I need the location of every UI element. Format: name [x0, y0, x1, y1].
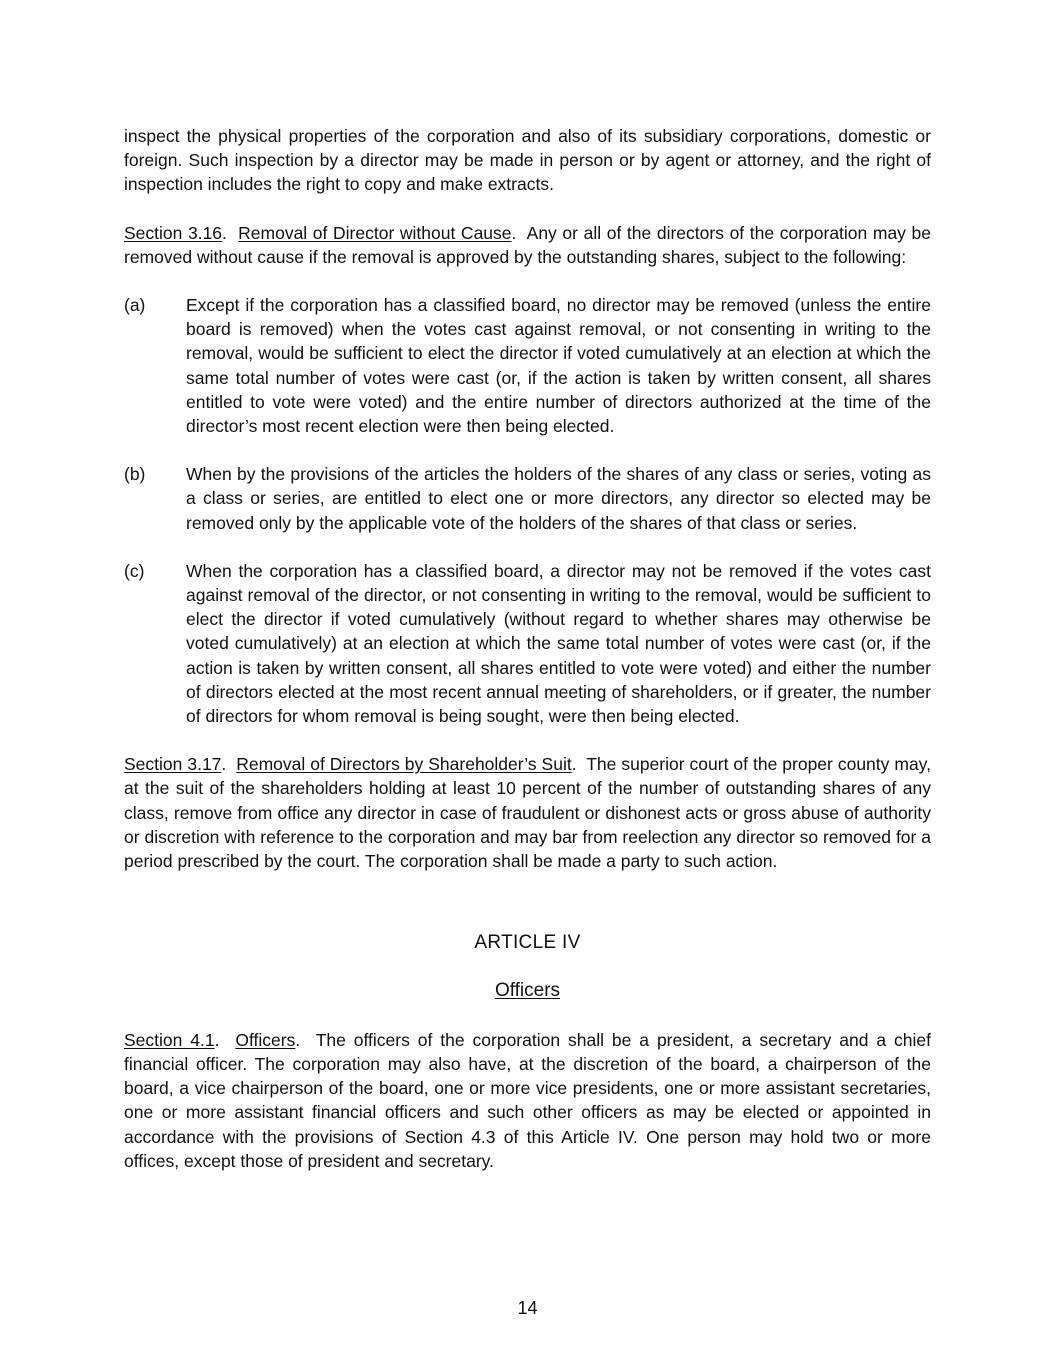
section-3-16-paragraph: Section 3.16. Removal of Director without Cause. Any or all of the directors of the corporation may be removed without cause if the removal is approved by the outstanding shares, subject to the following:: [124, 222, 932, 267]
article-subheading: [124, 979, 931, 1003]
section-4-1-text: The officers of the corporation shall be a president, a secretary and a chief financial officer. The corporation may also have, at the discretion of the board, a chairperson of the board, a vice chairperson of the board, one or more vice presidents, one or more assistant secretaries, one or more assistant financial officers and such other officers as may be elected or appointed in accordance with the provisions of Section 4.3 of this Article IV. One person may hold two or more offices, except those of president and secretary.: [124, 1029, 931, 1171]
list-item-label: (a): [124, 295, 146, 316]
continuation-paragraph: inspect the physical properties of the corporation and also of its subsidiary corporations, domestic or foreign. Such inspection by a director may be made in person or by agent or attorney, and the right of inspection includes the right to copy and make extracts.: [124, 126, 931, 195]
list-item-text: When by the provisions of the articles the holders of the shares of any class or series, voting as a class or series, are entitled to elect one or more directors, any director so elected may be removed only by the applicable vote of the holders of the shares of that class or series.: [186, 464, 931, 533]
section-3-17-number: Section 3.17: [124, 754, 222, 775]
section-3-17-title: Removal of Directors by Shareholder’s Suit: [236, 754, 572, 775]
list-item-text: Except if the corporation has a classified board, no director may be removed (unless the entire board is removed) when the votes cast against removal, or not consenting in writing to the removal, would be sufficient to elect the director if voted cumulatively at an election at which the same total number of votes were cast (or, if the action is taken by written consent, all shares entitled to vote were voted) and the entire number of directors authorized at the time of the director’s most recent election were then being elected.: [186, 295, 931, 437]
section-4-1-number: Section 4.1: [124, 1029, 215, 1050]
section-4-1-paragraph: Section 4.1. Officers. The officers of the corporation shall be a president, a secretary and a chief financial officer. The corporation may also have, at the discretion of the board, a chairperson of the board, a vice chairperson of the board, one or more vice presidents, one or more assistant secretaries, one or more assistant financial officers and such other officers as may be elected or appointed in accordance with the provisions of Section 4.3 of this Article IV. One person may hold two or more offices, except those of president and secretary.: [124, 1029, 931, 1171]
section-3-17-text: The superior court of the proper county may, at the suit of the shareholders holding at least 10 percent of the number of outstanding shares of any class, remove from office any director in case of fraudulent or dishonest acts or gross abuse of authority or discretion with reference to the corporation and may bar from reelection any director so removed for a period prescribed by the court. The corporation shall be made a party to such action.: [124, 754, 931, 872]
list-item-label: (c): [124, 560, 145, 581]
list-item-a: [124, 293, 931, 438]
list-item-b: [124, 462, 931, 535]
list-item-text: When the corporation has a classified board, a director may not be removed if the votes cast against removal of the director, or not consenting in writing to the removal, would be sufficient to elect the director if voted cumulatively (without regard to whether shares may otherwise be voted cumulatively) at an election at which the same total number of votes were cast (or, if the action is taken by written consent, all shares entitled to vote were voted) and either the number of directors elected at the most recent annual meeting of shareholders, or if greater, the number of directors for whom removal is being sought, were then being elected.: [186, 560, 931, 727]
section-3-16-text: Any or all of the directors of the corporation may be removed without cause if the removal is approved by the outstanding shares, subject to the following:: [124, 222, 932, 267]
section-3-17-paragraph: Section 3.17. Removal of Directors by Shareholder’s Suit. The superior court of the proper county may, at the suit of the shareholders holding at least 10 percent of the number of outstanding shares of any class, remove from office any director in case of fraudulent or dishonest acts or gross abuse of authority or discretion with reference to the corporation and may bar from reelection any director so removed for a period prescribed by the court. The corporation shall be made a party to such action.: [124, 754, 931, 872]
list-item-c: [124, 559, 931, 728]
article-heading: ARTICLE IV: [474, 932, 581, 954]
document-page: [124, 124, 931, 1173]
list-item-label: (b): [124, 464, 146, 485]
section-4-1-title: Officers: [235, 1029, 296, 1050]
article-subheading-text: Officers: [494, 980, 561, 1002]
page-number: 14: [517, 1298, 538, 1318]
section-3-16-title: Removal of Director without Cause: [238, 222, 512, 243]
section-3-16-number: Section 3.16: [124, 222, 223, 243]
